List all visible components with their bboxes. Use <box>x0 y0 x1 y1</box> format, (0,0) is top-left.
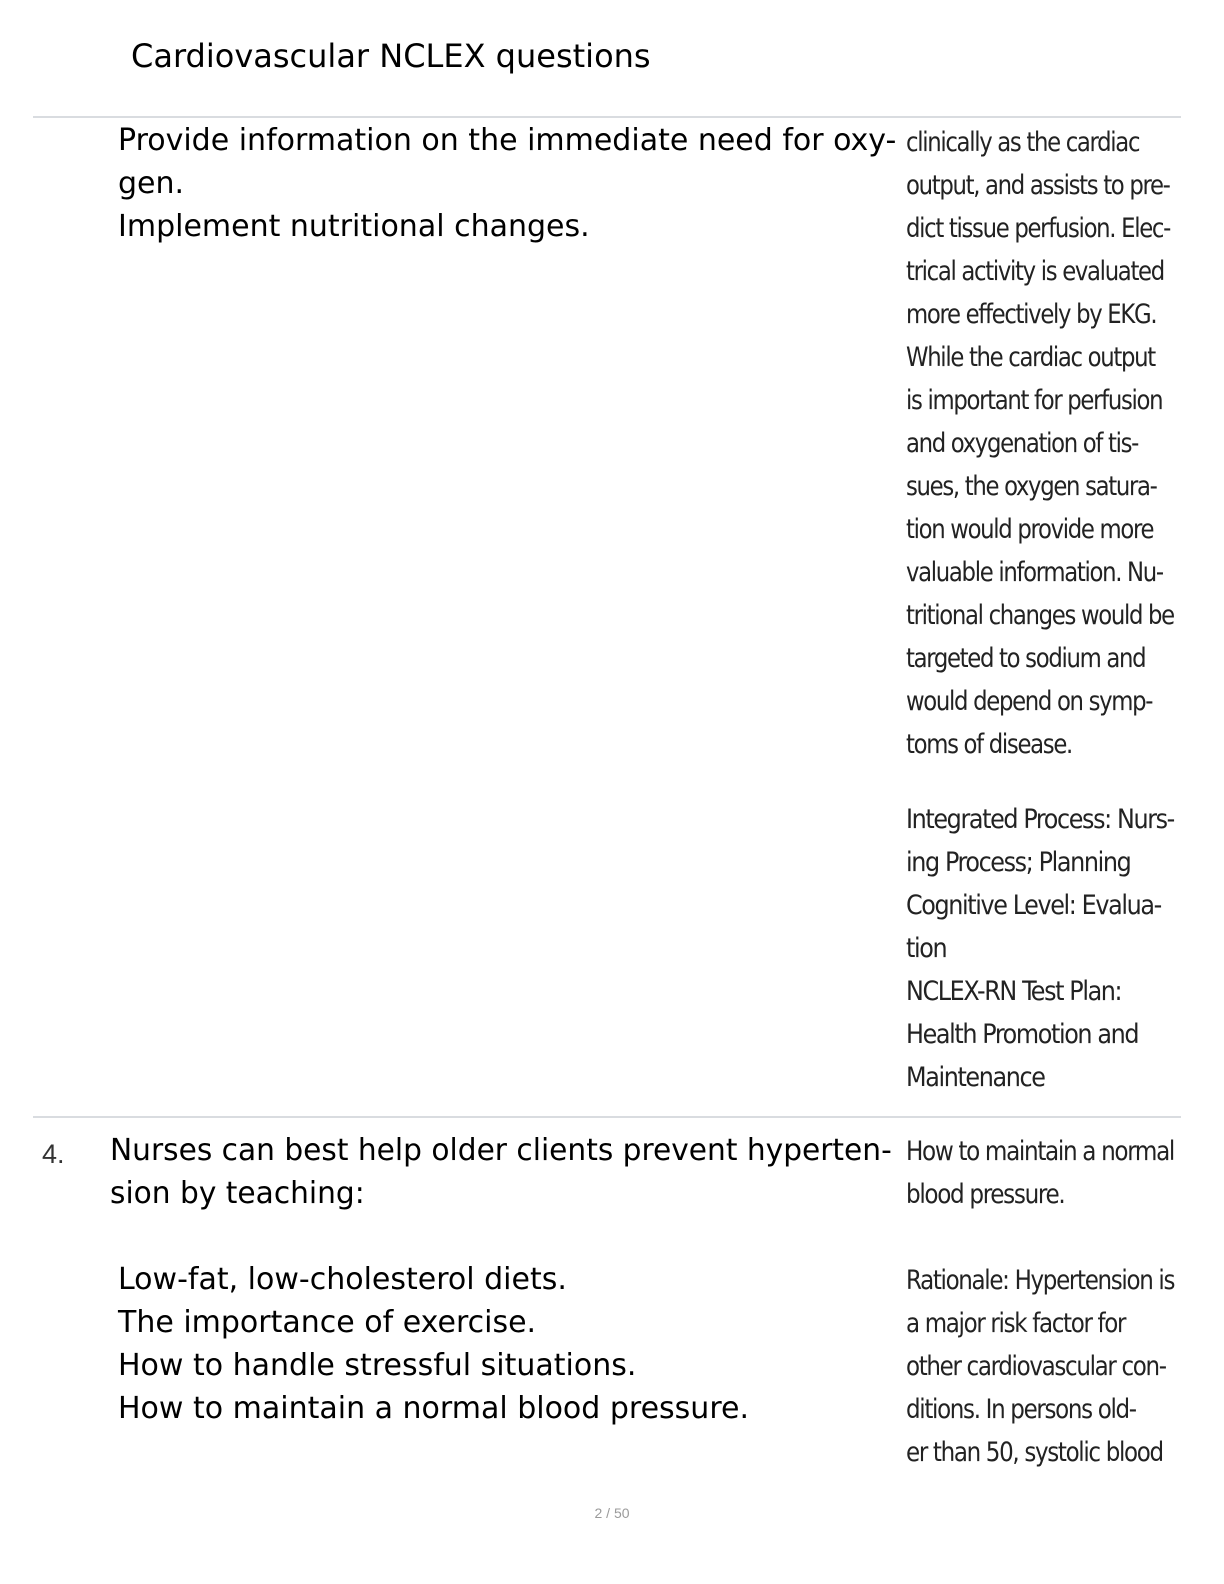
q4-option-line: Low-fat, low-cholesterol diets. <box>118 1262 567 1297</box>
q3-rationale <box>906 121 1174 766</box>
q3-meta-line: ing Process; Planning <box>906 847 1131 878</box>
q3-rationale-line: would depend on symp- <box>906 686 1153 717</box>
q4-option-line: The importance of exercise. <box>118 1305 537 1340</box>
q4-answer-line: blood pressure. <box>906 1179 1065 1210</box>
q3-rationale-line: dict tissue perfusion. Elec- <box>906 213 1171 244</box>
q3-meta-line: Integrated Process: Nurs- <box>906 804 1174 835</box>
q4-rationale-line: er than 50, systolic blood <box>906 1437 1163 1468</box>
q3-metadata <box>906 798 1174 1099</box>
q3-rationale-line: tion would provide more <box>906 514 1154 545</box>
q4-rationale-line: ditions. In persons old- <box>906 1394 1136 1425</box>
q3-rationale-line: targeted to sodium and <box>906 643 1146 674</box>
q3-rationale-line: While the cardiac output <box>906 342 1155 373</box>
q3-options <box>118 119 898 248</box>
page-number: 2 / 50 <box>594 1505 630 1521</box>
q4-stem <box>110 1129 891 1215</box>
q3-meta-line: tion <box>906 933 947 964</box>
q3-rationale-line: clinically as the cardiac <box>906 127 1140 158</box>
q4-stem-line: Nurses can best help older clients prevent hyperten- <box>110 1133 892 1168</box>
q3-meta-line: Health Promotion and <box>906 1019 1139 1050</box>
q3-option-line: Provide information on the immediate need for oxy- <box>118 123 897 158</box>
q3-rationale-line: and oxygenation of tis- <box>906 428 1139 459</box>
q3-rationale-line: is important for perfusion <box>906 385 1163 416</box>
q4-rationale-line: other cardiovascular con- <box>906 1351 1166 1382</box>
document-title: Cardiovascular NCLEX questions <box>131 37 651 75</box>
q3-meta-line: Maintenance <box>906 1062 1045 1093</box>
q3-option-line: Implement nutritional changes. <box>118 209 590 244</box>
q4-answer-line: How to maintain a normal <box>906 1136 1175 1167</box>
question-number: 4. <box>42 1139 65 1169</box>
q4-rationale-line: a major risk factor for <box>906 1308 1126 1339</box>
q4-options <box>118 1258 898 1430</box>
q3-rationale-line: sues, the oxygen satura- <box>906 471 1157 502</box>
q3-option-line: gen. <box>118 166 185 201</box>
q3-rationale-line: trical activity is evaluated <box>906 256 1164 287</box>
q4-rationale <box>906 1259 1175 1474</box>
question-divider <box>33 1116 1181 1118</box>
q4-option-line: How to maintain a normal blood pressure. <box>118 1391 749 1426</box>
top-divider <box>33 116 1181 118</box>
q3-rationale-line: more effectively by EKG. <box>906 299 1157 330</box>
q3-rationale-line: toms of disease. <box>906 729 1072 760</box>
q4-rationale-line: Rationale: Hypertension is <box>906 1265 1175 1296</box>
q4-option-line: How to handle stressful situations. <box>118 1348 637 1383</box>
q3-meta-line: NCLEX-RN Test Plan: <box>906 976 1122 1007</box>
q4-answer <box>906 1130 1175 1216</box>
q3-rationale-line: valuable information. Nu- <box>906 557 1163 588</box>
q3-rationale-line: tritional changes would be <box>906 600 1174 631</box>
q4-stem-line: sion by teaching: <box>110 1176 365 1211</box>
q3-rationale-line: output, and assists to pre- <box>906 170 1170 201</box>
q3-meta-line: Cognitive Level: Evalua- <box>906 890 1161 921</box>
